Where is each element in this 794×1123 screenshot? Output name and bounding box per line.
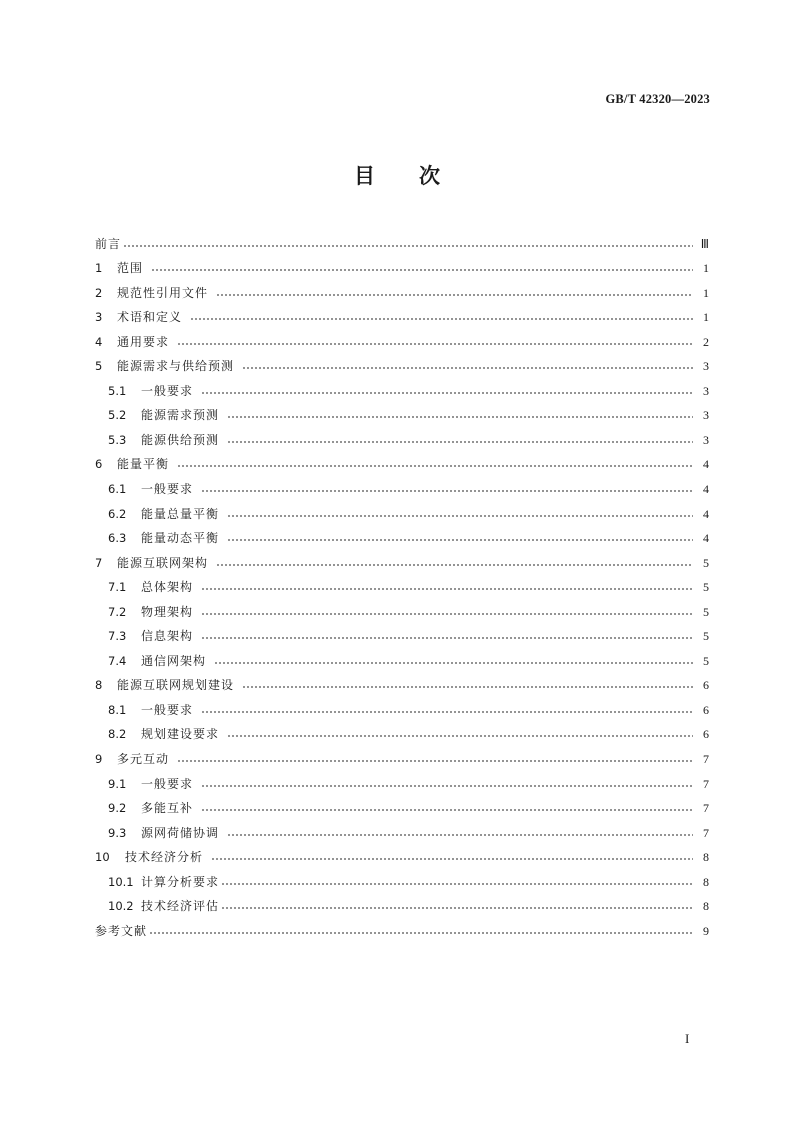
toc-entry-title: 规划建设要求	[141, 727, 220, 742]
toc-entry-page: 5	[703, 629, 709, 644]
toc-entry-title: 多元互动	[117, 752, 170, 767]
toc-leader-dots	[201, 709, 693, 715]
toc-entry-title: 一般要求	[141, 702, 194, 717]
toc-entry[interactable]	[95, 351, 709, 376]
toc-entry-page: 6	[703, 727, 709, 742]
toc-entry-page: 8	[703, 899, 709, 914]
toc-entry[interactable]	[95, 694, 709, 719]
toc-entry-title: 范围	[117, 261, 144, 276]
toc-entry-page: 1	[703, 285, 709, 300]
toc-entry-page: 5	[703, 555, 709, 570]
toc-entry-page: 7	[703, 825, 709, 840]
toc-entry-number: 4	[95, 334, 103, 349]
toc-entry-title: 能源需求预测	[141, 408, 220, 423]
toc-entry-page: 7	[703, 776, 709, 791]
toc-entry-title: 通用要求	[117, 334, 170, 349]
toc-entry-number: 5.2	[108, 408, 127, 423]
toc-entry-page: 5	[703, 580, 709, 595]
toc-entry-number: 8.1	[108, 702, 127, 717]
toc-entry[interactable]	[95, 375, 709, 400]
toc-entry-number: 7.3	[108, 629, 127, 644]
toc-entry-page: 5	[703, 653, 709, 668]
toc-entry[interactable]	[95, 645, 709, 670]
toc-entry-number: 5.3	[108, 432, 127, 447]
toc-entry[interactable]	[95, 473, 709, 498]
toc-entry-number: 6	[95, 457, 103, 472]
toc-leader-dots	[201, 635, 693, 641]
toc-leader-dots	[227, 439, 693, 445]
toc-leader-dots	[201, 586, 693, 592]
toc-leader-dots	[242, 684, 693, 690]
toc-leader-dots	[221, 905, 693, 911]
toc-entry-number: 9.1	[108, 776, 127, 791]
toc-entry-title: 能量平衡	[117, 457, 170, 472]
toc-leader-dots	[227, 414, 693, 420]
toc-leader-dots	[190, 316, 693, 322]
toc-entry-page: 2	[703, 334, 709, 349]
toc-entry-number: 5	[95, 359, 103, 374]
toc-entry-number: 10.1	[108, 874, 134, 889]
toc-entry-page: 3	[703, 383, 709, 398]
toc-entry[interactable]	[95, 302, 709, 327]
toc-entry-title: 能量动态平衡	[141, 531, 220, 546]
toc-entry-page: 4	[703, 531, 709, 546]
toc-entry[interactable]	[95, 277, 709, 302]
toc-leader-dots	[242, 365, 693, 371]
toc-entry-title: 技术经济分析	[125, 850, 204, 865]
toc-leader-dots	[177, 341, 693, 347]
toc-leader-dots	[201, 488, 693, 494]
page-title	[0, 160, 794, 190]
toc-entry-number: 9.2	[108, 801, 127, 816]
toc-entry-page: 9	[703, 923, 709, 938]
toc-leader-dots	[201, 390, 693, 396]
toc-leader-dots	[216, 562, 693, 568]
toc-entry-number: 6.2	[108, 506, 127, 521]
toc-entry-title: 能源供给预测	[141, 432, 220, 447]
toc-entry[interactable]	[95, 449, 709, 474]
toc-leader-dots	[123, 243, 693, 249]
toc-entry-page: 4	[703, 506, 709, 521]
toc-entry-title: 总体架构	[141, 580, 194, 595]
toc-leader-dots	[201, 807, 693, 813]
toc-entry-number: 7.1	[108, 580, 127, 595]
toc-entry[interactable]	[95, 228, 709, 253]
toc-leader-dots	[201, 611, 693, 617]
toc-entry[interactable]	[95, 498, 709, 523]
toc-entry[interactable]	[95, 817, 709, 842]
standard-code: GB/T 42320—2023	[605, 92, 710, 106]
toc-leader-dots	[221, 881, 693, 887]
toc-entry[interactable]	[95, 670, 709, 695]
toc-entry-number: 7.4	[108, 653, 127, 668]
toc-leader-dots	[177, 758, 693, 764]
toc-leader-dots	[227, 733, 693, 739]
toc-entry-number: 3	[95, 310, 103, 325]
toc-entry[interactable]	[95, 253, 709, 278]
toc-leader-dots	[177, 463, 693, 469]
toc-entry-title: 计算分析要求	[141, 874, 220, 889]
toc-entry-number: 1	[95, 261, 103, 276]
toc-entry[interactable]	[95, 793, 709, 818]
toc-entry-title: 参考文献	[95, 923, 148, 938]
toc-entry-page: 3	[703, 408, 709, 423]
toc-entry-number: 10	[95, 850, 110, 865]
toc-leader-dots	[201, 783, 693, 789]
title-char-1: 目	[354, 164, 375, 188]
toc-entry-title: 源网荷储协调	[141, 825, 220, 840]
toc-leader-dots	[227, 832, 693, 838]
toc-leader-dots	[227, 513, 693, 519]
toc-entry[interactable]	[95, 523, 709, 548]
toc-entry-title: 技术经济评估	[141, 899, 220, 914]
toc-entry-page: 6	[703, 702, 709, 717]
toc-entry[interactable]	[95, 842, 709, 867]
toc-entry-page: 3	[703, 359, 709, 374]
toc-entry-title: 前言	[95, 236, 122, 251]
toc-entry-number: 2	[95, 285, 103, 300]
toc-entry[interactable]	[95, 768, 709, 793]
toc-entry-page: 3	[703, 432, 709, 447]
toc-entry[interactable]	[95, 743, 709, 768]
toc-entry-number: 6.1	[108, 482, 127, 497]
toc-entry-number: 10.2	[108, 899, 134, 914]
toc-entry-page: 4	[703, 482, 709, 497]
toc-entry-number: 8	[95, 678, 103, 693]
toc-leader-dots	[211, 856, 693, 862]
toc-entry-page: 7	[703, 752, 709, 767]
toc-entry-page: 1	[703, 261, 709, 276]
toc-entry[interactable]	[95, 719, 709, 744]
toc-entry[interactable]	[95, 891, 709, 916]
toc-entry-page: 8	[703, 850, 709, 865]
toc-entry-title: 一般要求	[141, 776, 194, 791]
toc-entry-number: 6.3	[108, 531, 127, 546]
toc-entry-number: 8.2	[108, 727, 127, 742]
toc-entry-page: 1	[703, 310, 709, 325]
toc-entry-number: 7.2	[108, 604, 127, 619]
toc-entry-number: 5.1	[108, 383, 127, 398]
toc-entry-page: 5	[703, 604, 709, 619]
footer-page-number: I	[685, 1031, 690, 1046]
title-char-2: 次	[419, 164, 440, 188]
toc-entry[interactable]	[95, 572, 709, 597]
toc-entry-title: 能源互联网架构	[117, 555, 209, 570]
toc-entry-title: 能源需求与供给预测	[117, 359, 235, 374]
toc-entry[interactable]	[95, 596, 709, 621]
toc-entry[interactable]	[95, 326, 709, 351]
toc-entry[interactable]	[95, 621, 709, 646]
toc-entry[interactable]	[95, 547, 709, 572]
toc-entry-title: 能源互联网规划建设	[117, 678, 235, 693]
toc-entry-title: 一般要求	[141, 482, 194, 497]
toc-entry-number: 9.3	[108, 825, 127, 840]
toc-entry-page: 7	[703, 801, 709, 816]
toc-entry-title: 术语和定义	[117, 310, 183, 325]
toc-entry[interactable]	[95, 866, 709, 891]
toc-entry[interactable]	[95, 424, 709, 449]
toc-entry-page: 6	[703, 678, 709, 693]
table-of-contents	[95, 228, 709, 940]
toc-entry-number: 9	[95, 752, 103, 767]
toc-entry[interactable]	[95, 400, 709, 425]
toc-entry-title: 规范性引用文件	[117, 285, 209, 300]
toc-entry-title: 通信网架构	[141, 653, 207, 668]
toc-entry-title: 一般要求	[141, 383, 194, 398]
toc-entry-page: Ⅲ	[700, 236, 709, 251]
toc-entry-title: 能量总量平衡	[141, 506, 220, 521]
toc-entry[interactable]	[95, 915, 709, 940]
toc-entry-page: 4	[703, 457, 709, 472]
toc-leader-dots	[216, 292, 693, 298]
toc-entry-title: 物理架构	[141, 604, 194, 619]
toc-entry-number: 7	[95, 555, 103, 570]
toc-leader-dots	[151, 267, 693, 273]
toc-entry-title: 多能互补	[141, 801, 194, 816]
toc-entry-title: 信息架构	[141, 629, 194, 644]
toc-leader-dots	[227, 537, 693, 543]
toc-leader-dots	[149, 930, 693, 936]
toc-leader-dots	[214, 660, 693, 666]
toc-entry-page: 8	[703, 874, 709, 889]
